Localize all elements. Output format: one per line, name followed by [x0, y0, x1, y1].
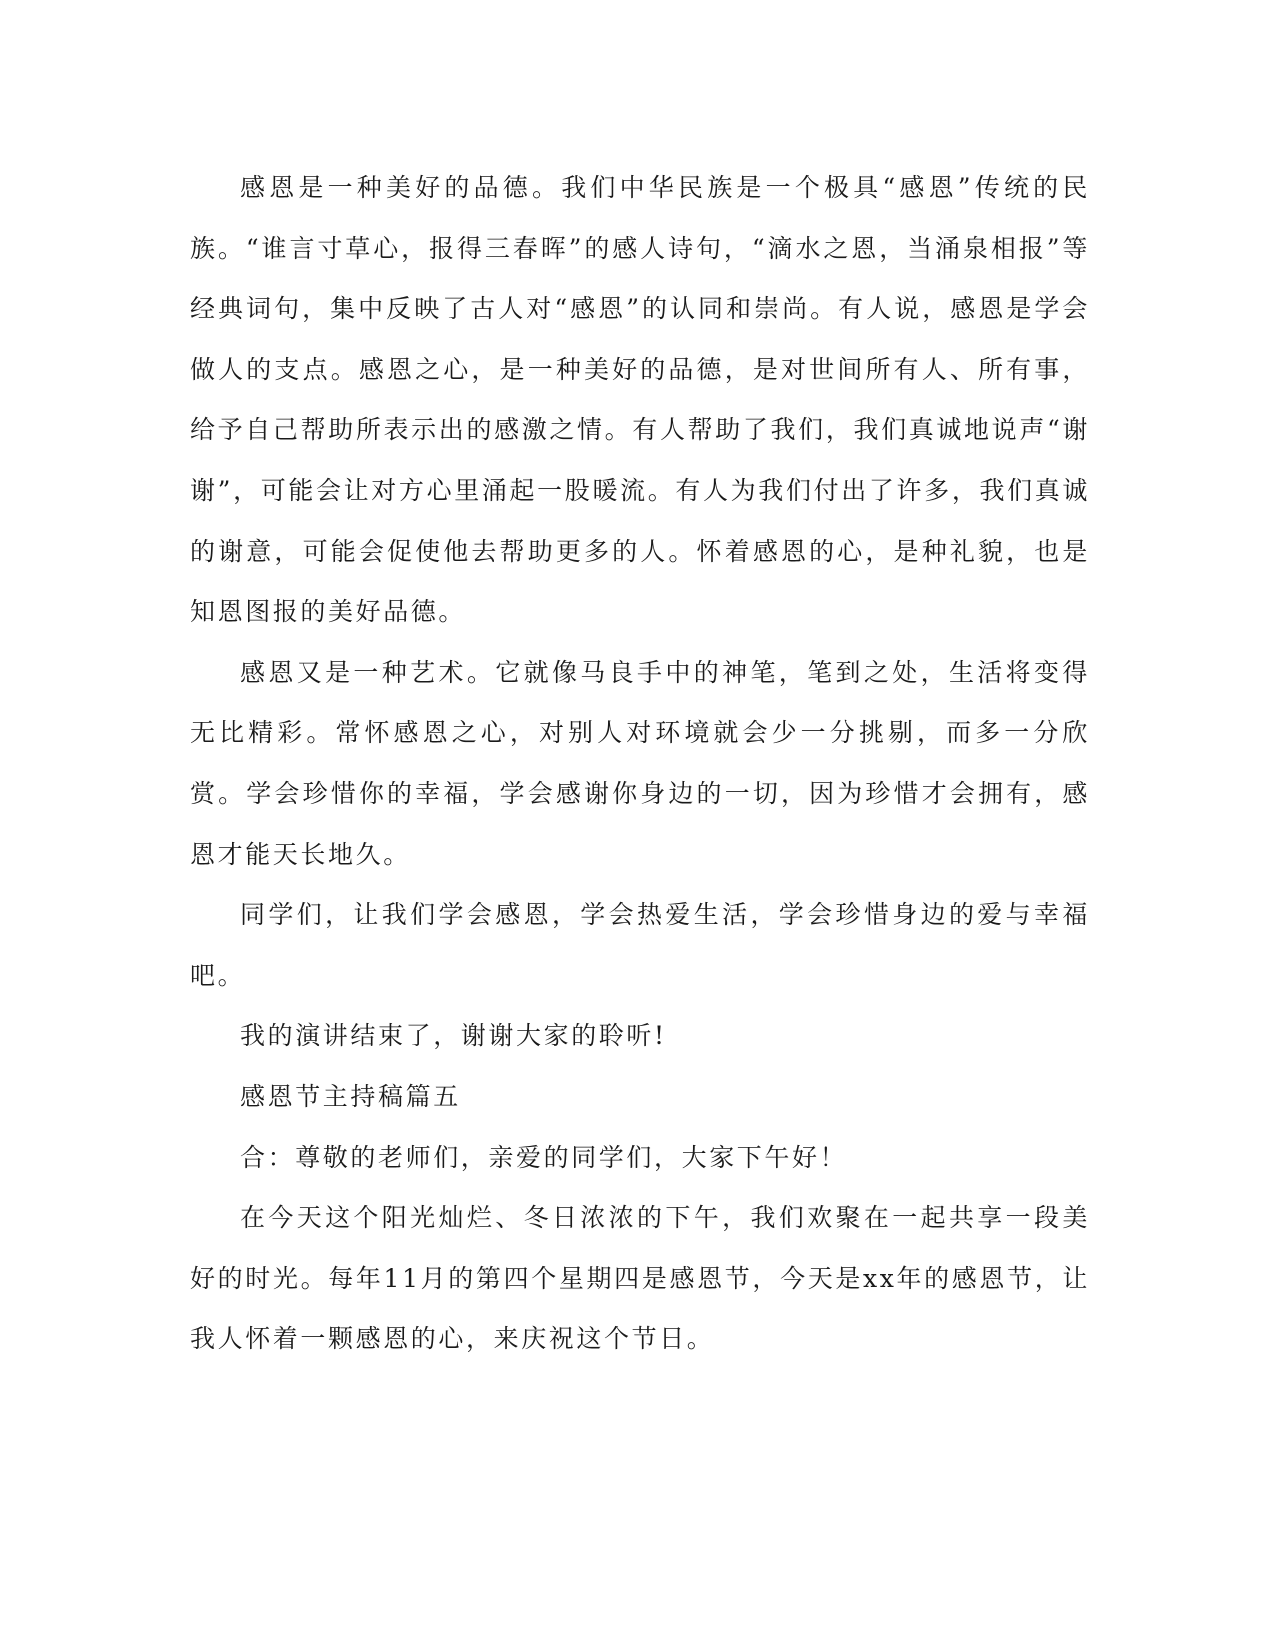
paragraph-speech-closing: 我的演讲结束了，谢谢大家的聆听!	[240, 1021, 667, 1051]
paragraph-greeting: 合：尊敬的老师们，亲爱的同学们，大家下午好！	[240, 1142, 848, 1172]
document-body	[190, 158, 1090, 1370]
paragraph-call-to-classmates: 同学们，让我们学会感恩，学会热爱生活，学会珍惜身边的爱与幸福吧。	[190, 900, 1090, 990]
paragraph-gratitude-virtue: 感恩是一种美好的品德。我们中华民族是一个极具“感恩”传统的民族。“谁言寸草心，报得三春晖”的感人诗句，“滴水之恩，当涌泉相报”等经典词句，集中反映了古人对“感恩”的认同和崇尚。有人说，感恩是学会做人的支点。感恩之心，是一种美好的品德，是对世间所有人、所有事，给予自己帮助所表示出的感激之情。有人帮助了我们，我们真诚地说声“谢谢”，可能会让对方心里涌起一股暖流。有人为我们付出了许多，我们真诚的谢意，可能会促使他去帮助更多的人。怀着感恩的心，是种礼貌，也是知恩图报的美好品德。	[190, 173, 1090, 627]
paragraph-gratitude-art: 感恩又是一种艺术。它就像马良手中的神笔，笔到之处，生活将变得无比精彩。常怀感恩之心，对别人对环境就会少一分挑剔，而多一分欣赏。学会珍惜你的幸福，学会感谢你身边的一切，因为珍惜才会拥有，感恩才能天长地久。	[190, 657, 1090, 869]
section-heading: 感恩节主持稿篇五	[240, 1081, 461, 1111]
paragraph-opening: 在今天这个阳光灿烂、冬日浓浓的下午，我们欢聚在一起共享一段美好的时光。每年11月的第四个星期四是感恩节，今天是xx年的感恩节，让我人怀着一颗感恩的心，来庆祝这个节日。	[190, 1203, 1090, 1354]
